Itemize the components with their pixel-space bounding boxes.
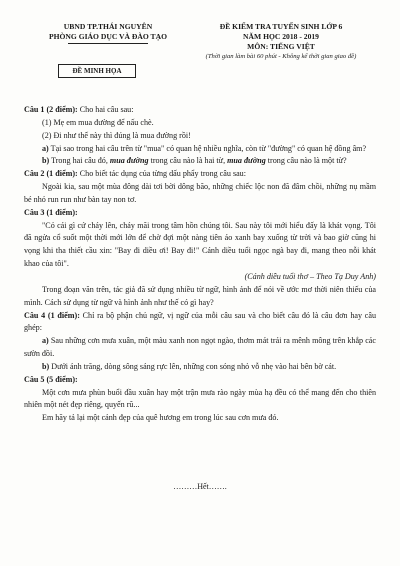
header-right (176, 22, 386, 62)
question-1-title: Câu 1 (2 điểm): (24, 105, 78, 114)
question-2-text: Ngoài kia, sau một mùa đông dài tơi bời dông bão, những chiếc lộc non đã đâm chồi, những nụ mầm bé nhỏ run run như bàn tay non tơ. (24, 182, 376, 204)
question-1a-text: Tại sao trong hai câu trên từ "mua" có quan hệ nhiều nghĩa, còn từ "đường" có quan hệ đồng âm? (48, 143, 367, 153)
exam-title: ĐỀ KIỂM TRA TUYỂN SINH LỚP 6 (219, 22, 343, 31)
question-1b-text2: trong câu nào là hai từ, (148, 156, 228, 166)
question-4 (24, 310, 376, 336)
question-4a-text: Sau những cơn mưa xuân, một màu xanh non ngọt ngào, thơm mát trải ra mênh mông trên khắp các sườn đồi. (24, 336, 376, 359)
question-3-ask: Trong đoạn văn trên, tác giả đã sử dụng nhiều từ ngữ, hình ảnh để nói về ước mơ thời niên thiếu của mình. Cách sử dụng từ ngữ và hình ảnh như thế có gì hay? (24, 284, 376, 307)
question-4b (24, 361, 376, 374)
question-4-title: Câu 4 (1 điểm): (24, 310, 80, 320)
question-3-quote: "Cỏ cái gì cứ cháy lên, cháy mãi trong tâm hồn chúng tôi. Sau này tôi mới hiểu đấy là khát vọng. Tôi đã ngửa cổ suốt một thời mới lớn để chờ đợi một nàng tiên áo xanh bay xuống từ trời và bao giờ cũng hi vọng khi tha thiết cầu xin: "Bay đi diều ơi! Bay đi!" Cánh diều tuổi ngọc ngà bay đi, mang theo nỗi khát khao của tôi". (24, 220, 376, 269)
question-1b-bold2: mua đường (227, 156, 266, 166)
exam-body (24, 104, 376, 425)
question-2-title: Câu 2 (1 điểm): (24, 169, 78, 179)
city-name: UBND TP.THÁI NGUYÊN (63, 22, 153, 31)
question-1-intro: Cho hai câu sau: (77, 105, 134, 114)
end-marker: ………Hết……. (173, 482, 227, 491)
question-2-intro: Cho biết tác dụng của từng dấu phẩy trong câu sau: (77, 169, 246, 179)
time-note: (Thời gian làm bài 60 phút - Không kể thời gian giao đề) (205, 53, 357, 60)
question-1a (24, 143, 376, 156)
question-1a-label: a) (42, 143, 49, 153)
question-2 (24, 168, 376, 181)
question-1b-label: b) (42, 156, 50, 166)
subject: MÔN: TIẾNG VIỆT (247, 42, 315, 51)
question-3-title: Câu 3 (1 điểm): (24, 207, 78, 217)
question-1 (24, 104, 376, 117)
question-1b-text3: trong câu nào là một từ? (265, 156, 347, 166)
sentence-1: (1) Mẹ em mua đường để nấu chè. (42, 117, 154, 127)
sample-exam-box: ĐỀ MINH HỌA (58, 64, 136, 78)
header-rule (68, 43, 148, 44)
school-year: NĂM HỌC 2018 - 2019 (243, 32, 319, 41)
question-4-intro: Chỉ ra bộ phận chủ ngữ, vị ngữ của mỗi câu sau và cho biết câu đó là câu đơn hay câu ghép: (24, 310, 376, 333)
question-1b (24, 155, 376, 168)
header-left (28, 22, 188, 44)
department-name: PHÒNG GIÁO DỤC VÀ ĐÀO TẠO (48, 32, 168, 41)
question-1b-bold1: mua đường (109, 156, 149, 166)
question-4b-label: b) (42, 361, 50, 371)
question-4a-label: a) (42, 336, 49, 346)
question-1b-text1: Trong hai câu đó, (49, 156, 110, 166)
question-5-text1: Một cơn mưa phùn buổi đầu xuân hay một trận mưa rào ngày mùa hạ đều có thể mang đến cho thiên nhiên một nét đẹp riêng, quyến rũ... (24, 387, 376, 410)
question-5-text2: Em hãy tả lại một cảnh đẹp của quê hương em trong lúc sau cơn mưa đó. (42, 413, 279, 423)
question-4a (24, 335, 376, 361)
question-4b-text: Dưới ánh trăng, dòng sông sáng rực lên, những con sóng nhỏ vỗ nhẹ vào hai bên bờ cát. (49, 361, 337, 371)
question-3-source: (Cánh diều tuổi thơ – Theo Tạ Duy Anh) (244, 271, 376, 281)
question-5-title: Câu 5 (5 điểm): (24, 374, 78, 384)
sentence-2: (2) Đi như thế này thì đúng là mua đường rồi! (42, 130, 191, 140)
